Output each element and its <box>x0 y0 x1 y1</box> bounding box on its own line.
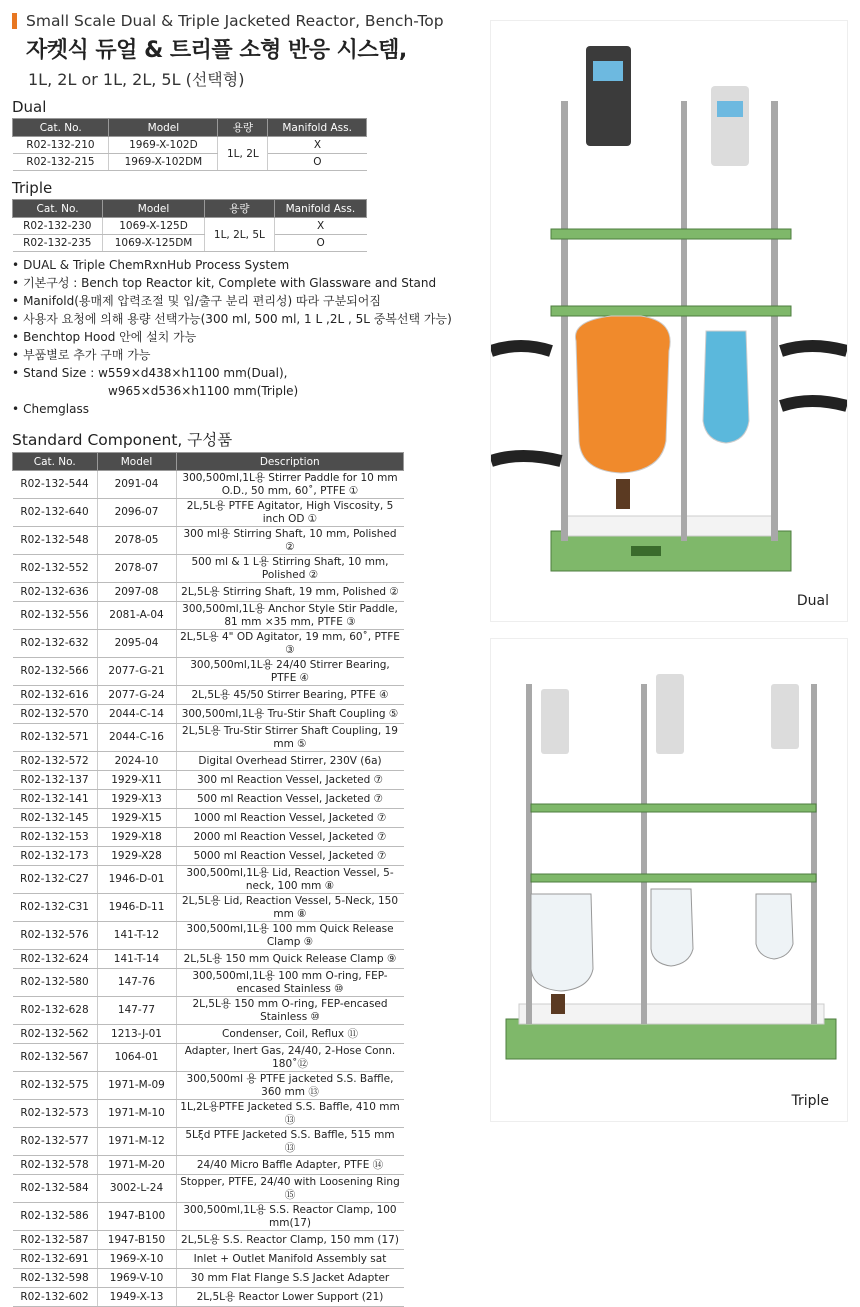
table-row <box>13 471 404 499</box>
description: 2L,5L용 4" OD Agitator, 19 mm, 60˚, PTFE ③ <box>176 630 404 658</box>
table-row <box>13 630 404 658</box>
triple-photo-label: Triple <box>791 1093 829 1109</box>
model: 141-T-12 <box>97 922 176 950</box>
title-korean: 자켓식 듀얼 & 트리플 소형 반응 시스템, <box>26 38 407 63</box>
table-row <box>13 724 404 752</box>
model: 3002-L-24 <box>97 1175 176 1203</box>
brand-item: • Chemglass <box>12 400 480 418</box>
spec-column <box>12 12 480 1307</box>
model: 1929-X13 <box>97 790 176 809</box>
manifold: O <box>268 154 367 171</box>
description: 2000 ml Reaction Vessel, Jacketed ⑦ <box>176 828 404 847</box>
cat-no: R02-132-624 <box>13 950 98 969</box>
model: 1949-X-13 <box>97 1288 176 1307</box>
description: 300,500ml,1L용 100 mm O-ring, FEP-encased Stainless ⑩ <box>176 969 404 997</box>
cat-no: R02-132-137 <box>13 771 98 790</box>
description: 2L,5L용 150 mm Quick Release Clamp ⑨ <box>176 950 404 969</box>
table-row <box>13 997 404 1025</box>
table-row <box>13 658 404 686</box>
description: 2L,5L용 Lid, Reaction Vessel, 5-Neck, 150 mm ⑧ <box>176 894 404 922</box>
triple-section-label: Triple <box>12 179 53 197</box>
table-row <box>13 894 404 922</box>
triple-reactor-illustration <box>491 639 847 1121</box>
cat-no: R02-132-141 <box>13 790 98 809</box>
cat-no: R02-132-576 <box>13 922 98 950</box>
description: 300,500ml,1L용 S.S. Reactor Clamp, 100 mm(17) <box>176 1203 404 1231</box>
feature-item-continued: w965×d536×h1100 mm(Triple) <box>108 384 299 398</box>
table-row <box>13 583 404 602</box>
cat-no: R02-132-572 <box>13 752 98 771</box>
description: Adapter, Inert Gas, 24/40, 2-Hose Conn. 180˚⑫ <box>176 1044 404 1072</box>
table-row <box>13 1250 404 1269</box>
dual-photo-label: Dual <box>796 593 829 609</box>
col-cat-no: Cat. No. <box>13 119 109 137</box>
table-row <box>13 218 367 235</box>
dual-reactor-illustration <box>491 21 847 621</box>
cat-no: R02-132-230 <box>13 218 103 235</box>
description: 30 mm Flat Flange S.S Jacket Adapter <box>176 1269 404 1288</box>
table-row <box>13 771 404 790</box>
table-header-row <box>13 200 367 218</box>
description: 300,500ml,1L용 Stirrer Paddle for 10 mm O.D., 50 mm, 60˚, PTFE ① <box>176 471 404 499</box>
table-row <box>13 866 404 894</box>
cat-no: R02-132-616 <box>13 686 98 705</box>
cat-no: R02-132-570 <box>13 705 98 724</box>
feature-item: • Benchtop Hood 안에 설치 가능 <box>12 328 480 346</box>
model: 1969-X-102D <box>109 137 218 154</box>
table-row <box>13 1175 404 1203</box>
feature-list <box>12 256 480 418</box>
table-row <box>13 235 367 252</box>
table-row <box>13 686 404 705</box>
cat-no: R02-132-552 <box>13 555 98 583</box>
cat-no: R02-132-584 <box>13 1175 98 1203</box>
col-cat-no: Cat. No. <box>13 200 103 218</box>
cat-no: R02-132-153 <box>13 828 98 847</box>
cat-no: R02-132-548 <box>13 527 98 555</box>
description: 1000 ml Reaction Vessel, Jacketed ⑦ <box>176 809 404 828</box>
table-row <box>13 137 367 154</box>
description: 2L,5L용 PTFE Agitator, High Viscosity, 5 inch OD ① <box>176 499 404 527</box>
dual-reactor-photo <box>490 20 848 622</box>
model: 1971-M-10 <box>97 1100 176 1128</box>
col-description: Description <box>176 453 404 471</box>
table-row <box>13 1072 404 1100</box>
col-model: Model <box>109 119 218 137</box>
cat-no: R02-132-578 <box>13 1156 98 1175</box>
triple-table <box>12 199 367 252</box>
cat-no: R02-132-573 <box>13 1100 98 1128</box>
description: Stopper, PTFE, 24/40 with Loosening Ring ⑮ <box>176 1175 404 1203</box>
model: 1929-X28 <box>97 847 176 866</box>
table-row <box>13 950 404 969</box>
col-model: Model <box>97 453 176 471</box>
manifold: X <box>268 137 367 154</box>
model: 2077-G-21 <box>97 658 176 686</box>
cat-no: R02-132-210 <box>13 137 109 154</box>
cat-no: R02-132-598 <box>13 1269 98 1288</box>
feature-item: • 사용자 요청에 의해 용량 선택가능(300 ml, 500 ml, 1 L ,2L , 5L 중복선택 가능) <box>12 310 480 328</box>
table-row <box>13 922 404 950</box>
model: 1947-B100 <box>97 1203 176 1231</box>
cat-no: R02-132-575 <box>13 1072 98 1100</box>
description: Inlet + Outlet Manifold Assembly sat <box>176 1250 404 1269</box>
col-capacity: 용량 <box>218 119 268 137</box>
table-row <box>13 602 404 630</box>
table-header-row <box>13 119 367 137</box>
description: 2L,5L용 Stirring Shaft, 19 mm, Polished ② <box>176 583 404 602</box>
manifold: X <box>274 218 366 235</box>
table-row <box>13 1156 404 1175</box>
table-row <box>13 847 404 866</box>
model: 1971-M-09 <box>97 1072 176 1100</box>
cat-no: R02-132-571 <box>13 724 98 752</box>
description: 300,500ml,1L용 Anchor Style Stir Paddle, 81 mm ×35 mm, PTFE ③ <box>176 602 404 630</box>
model: 1064-01 <box>97 1044 176 1072</box>
description: 300,500ml,1L용 Tru-Stir Shaft Coupling ⑤ <box>176 705 404 724</box>
model: 2077-G-24 <box>97 686 176 705</box>
standard-component-title: Standard Component, 구성품 <box>12 431 233 449</box>
manifold: O <box>274 235 366 252</box>
cat-no: R02-132-145 <box>13 809 98 828</box>
cat-no: R02-132-562 <box>13 1025 98 1044</box>
model: 2081-A-04 <box>97 602 176 630</box>
description: 300,500ml,1L용 Lid, Reaction Vessel, 5-neck, 100 mm ⑧ <box>176 866 404 894</box>
col-capacity: 용량 <box>205 200 275 218</box>
cat-no: R02-132-C31 <box>13 894 98 922</box>
triple-reactor-photo <box>490 638 848 1122</box>
model: 1971-M-20 <box>97 1156 176 1175</box>
description: 5000 ml Reaction Vessel, Jacketed ⑦ <box>176 847 404 866</box>
cat-no: R02-132-544 <box>13 471 98 499</box>
cat-no: R02-132-602 <box>13 1288 98 1307</box>
table-row <box>13 527 404 555</box>
table-row <box>13 809 404 828</box>
description: 2L,5L용 150 mm O-ring, FEP-encased Stainless ⑩ <box>176 997 404 1025</box>
cat-no: R02-132-691 <box>13 1250 98 1269</box>
cat-no: R02-132-235 <box>13 235 103 252</box>
model: 1969-X-10 <box>97 1250 176 1269</box>
feature-item: • Manifold(용매제 압력조절 및 입/출구 분리 편리성) 따라 구분되어짐 <box>12 292 480 310</box>
description: 2L,5L용 S.S. Reactor Clamp, 150 mm (17) <box>176 1231 404 1250</box>
col-cat-no: Cat. No. <box>13 453 98 471</box>
feature-item: • 부품별로 추가 구매 가능 <box>12 346 480 364</box>
model: 2097-08 <box>97 583 176 602</box>
table-row <box>13 828 404 847</box>
feature-item: • Stand Size : w559×d438×h1100 mm(Dual), <box>12 364 480 382</box>
capacity: 1L, 2L, 5L <box>205 218 275 252</box>
cat-no: R02-132-577 <box>13 1128 98 1156</box>
cat-no: R02-132-632 <box>13 630 98 658</box>
table-row <box>13 1231 404 1250</box>
description: 2L,5L용 45/50 Stirrer Bearing, PTFE ④ <box>176 686 404 705</box>
model: 2078-05 <box>97 527 176 555</box>
model: 2078-07 <box>97 555 176 583</box>
description: 5Lξd PTFE Jacketed S.S. Baffle, 515 mm ⑬ <box>176 1128 404 1156</box>
model: 1971-M-12 <box>97 1128 176 1156</box>
col-model: Model <box>103 200 205 218</box>
cat-no: R02-132-173 <box>13 847 98 866</box>
table-row <box>13 790 404 809</box>
table-row <box>13 1025 404 1044</box>
cat-no: R02-132-587 <box>13 1231 98 1250</box>
table-header-row <box>13 453 404 471</box>
title-subtitle: 1L, 2L or 1L, 2L, 5L (선택형) <box>28 70 245 89</box>
description: Condenser, Coil, Reflux ⑪ <box>176 1025 404 1044</box>
table-row <box>13 1288 404 1307</box>
cat-no: R02-132-580 <box>13 969 98 997</box>
description: 500 ml & 1 L용 Stirring Shaft, 10 mm, Polished ② <box>176 555 404 583</box>
model: 1929-X11 <box>97 771 176 790</box>
table-row <box>13 1203 404 1231</box>
table-row <box>13 1269 404 1288</box>
description: 2L,5L용 Tru-Stir Stirrer Shaft Coupling, 19 mm ⑤ <box>176 724 404 752</box>
title-english: Small Scale Dual & Triple Jacketed Reactor, Bench-Top <box>26 12 444 30</box>
cat-no: R02-132-215 <box>13 154 109 171</box>
cat-no: R02-132-636 <box>13 583 98 602</box>
model: 2095-04 <box>97 630 176 658</box>
model: 2024-10 <box>97 752 176 771</box>
col-manifold: Manifold Ass. <box>274 200 366 218</box>
description: 300,500ml,1L용 100 mm Quick Release Clamp ⑨ <box>176 922 404 950</box>
model: 2096-07 <box>97 499 176 527</box>
description: 24/40 Micro Baffle Adapter, PTFE ⑭ <box>176 1156 404 1175</box>
model: 1947-B150 <box>97 1231 176 1250</box>
description: 2L,5L용 Reactor Lower Support (21) <box>176 1288 404 1307</box>
model: 141-T-14 <box>97 950 176 969</box>
capacity: 1L, 2L <box>218 137 268 171</box>
accent-bar <box>12 13 17 29</box>
model: 1069-X-125DM <box>103 235 205 252</box>
description: 300,500ml 용 PTFE jacketed S.S. Baffle, 360 mm ⑬ <box>176 1072 404 1100</box>
model: 1946-D-01 <box>97 866 176 894</box>
model: 2044-C-16 <box>97 724 176 752</box>
cat-no: R02-132-556 <box>13 602 98 630</box>
cat-no: R02-132-C27 <box>13 866 98 894</box>
description: 1L,2L용PTFE Jacketed S.S. Baffle, 410 mm ⑬ <box>176 1100 404 1128</box>
cat-no: R02-132-640 <box>13 499 98 527</box>
cat-no: R02-132-628 <box>13 997 98 1025</box>
table-row <box>13 499 404 527</box>
model: 2044-C-14 <box>97 705 176 724</box>
model: 1213-J-01 <box>97 1025 176 1044</box>
model: 1969-V-10 <box>97 1269 176 1288</box>
table-row <box>13 555 404 583</box>
title-row <box>12 12 480 30</box>
cat-no: R02-132-566 <box>13 658 98 686</box>
model: 2091-04 <box>97 471 176 499</box>
model: 1946-D-11 <box>97 894 176 922</box>
table-row <box>13 969 404 997</box>
table-row <box>13 1100 404 1128</box>
col-manifold: Manifold Ass. <box>268 119 367 137</box>
table-row <box>13 154 367 171</box>
description: 500 ml Reaction Vessel, Jacketed ⑦ <box>176 790 404 809</box>
model: 1929-X15 <box>97 809 176 828</box>
description: 300,500ml,1L용 24/40 Stirrer Bearing, PTFE ④ <box>176 658 404 686</box>
table-row <box>13 1044 404 1072</box>
cat-no: R02-132-586 <box>13 1203 98 1231</box>
feature-item: • 기본구성 : Bench top Reactor kit, Complete with Glassware and Stand <box>12 274 480 292</box>
standard-component-table <box>12 452 404 1307</box>
dual-table <box>12 118 367 171</box>
model: 1929-X18 <box>97 828 176 847</box>
feature-item: • DUAL & Triple ChemRxnHub Process System <box>12 256 480 274</box>
model: 147-77 <box>97 997 176 1025</box>
description: 300 ml용 Stirring Shaft, 10 mm, Polished ② <box>176 527 404 555</box>
dual-section-label: Dual <box>12 98 47 116</box>
table-row <box>13 752 404 771</box>
table-row <box>13 705 404 724</box>
standard-component-body <box>13 471 404 1307</box>
model: 1069-X-125D <box>103 218 205 235</box>
table-row <box>13 1128 404 1156</box>
description: 300 ml Reaction Vessel, Jacketed ⑦ <box>176 771 404 790</box>
model: 1969-X-102DM <box>109 154 218 171</box>
description: Digital Overhead Stirrer, 230V (6a) <box>176 752 404 771</box>
model: 147-76 <box>97 969 176 997</box>
cat-no: R02-132-567 <box>13 1044 98 1072</box>
